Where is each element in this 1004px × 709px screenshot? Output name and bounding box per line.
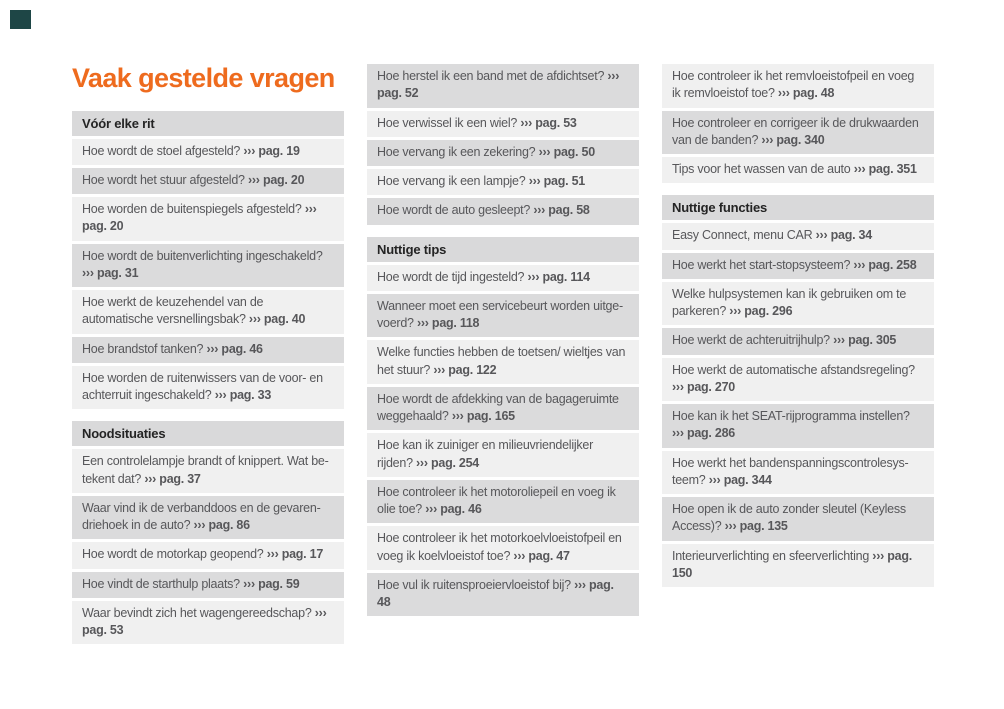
faq-page-ref[interactable]: ››› pag. 296 bbox=[729, 304, 793, 318]
faq-question: Hoe brandstof tanken? bbox=[82, 341, 204, 356]
faq-question: Hoe wordt de auto gesleept? bbox=[377, 203, 531, 218]
faq-question: Hoe vervang ik een zekering? bbox=[377, 144, 536, 159]
faq-question: Hoe werkt het bandenspanningscontrolesysteem? bbox=[672, 455, 909, 487]
faq-item[interactable] bbox=[662, 358, 934, 402]
faq-item[interactable] bbox=[367, 480, 639, 524]
faq-question: Hoe wordt het stuur afgesteld? bbox=[82, 172, 245, 187]
faq-page-ref[interactable]: ››› pag. 286 bbox=[672, 426, 735, 441]
faq-question: Welke hulpsystemen kan ik gebruiken om te parkeren? bbox=[672, 286, 907, 318]
faq-question: Wanneer moet een servicebeurt worden uitgevoerd? bbox=[377, 298, 624, 330]
faq-page-ref[interactable]: ››› pag. 48 bbox=[377, 577, 614, 609]
faq-question: Waar vind ik de verbanddoos en de gevarendriehoek in de auto? bbox=[82, 500, 321, 533]
faq-item[interactable] bbox=[72, 572, 344, 598]
section-header-label: Nuttige functies bbox=[672, 200, 768, 216]
faq-page-ref[interactable]: ››› pag. 19 bbox=[243, 143, 300, 158]
faq-question: Hoe wordt de motorkap geopend? bbox=[82, 547, 264, 562]
faq-page-ref[interactable]: ››› pag. 118 bbox=[416, 316, 480, 330]
faq-question: Hoe werkt het start-stopsysteem? bbox=[672, 257, 851, 272]
faq-item[interactable] bbox=[367, 140, 639, 166]
faq-column-1 bbox=[72, 64, 344, 647]
faq-page-ref[interactable]: ››› pag. 34 bbox=[815, 228, 872, 243]
faq-page-ref[interactable]: ››› pag. 46 bbox=[425, 502, 482, 516]
faq-question: Hoe wordt de tijd ingesteld? bbox=[377, 269, 525, 284]
section-header bbox=[662, 195, 934, 220]
faq-item[interactable] bbox=[662, 282, 934, 326]
faq-page-ref[interactable]: ››› pag. 270 bbox=[672, 379, 735, 394]
faq-question: Hoe wordt de buitenverlichting ingeschakeld? bbox=[82, 248, 323, 263]
faq-page-ref[interactable]: ››› pag. 86 bbox=[193, 518, 250, 533]
faq-item[interactable] bbox=[662, 497, 934, 541]
faq-page-ref[interactable]: ››› pag. 59 bbox=[243, 576, 300, 591]
faq-question: Hoe kan ik het SEAT-rijprogramma instellen? bbox=[672, 409, 910, 423]
faq-page-ref[interactable]: ››› pag. 135 bbox=[724, 519, 788, 534]
faq-page-ref[interactable]: ››› pag. 53 bbox=[520, 115, 577, 130]
faq-item[interactable] bbox=[72, 244, 344, 288]
faq-item[interactable] bbox=[72, 168, 344, 194]
faq-page-ref[interactable]: ››› pag. 33 bbox=[214, 388, 272, 403]
faq-page-ref[interactable]: ››› pag. 53 bbox=[82, 605, 327, 638]
faq-page-ref[interactable]: ››› pag. 114 bbox=[527, 269, 590, 284]
faq-page-ref[interactable]: ››› pag. 254 bbox=[416, 455, 480, 470]
faq-page-ref[interactable]: ››› pag. 46 bbox=[206, 341, 263, 356]
faq-page-ref[interactable]: ››› pag. 50 bbox=[538, 144, 595, 159]
faq-item[interactable] bbox=[367, 526, 639, 570]
faq-question: Hoe controleer en corrigeer ik de drukwaarden van de banden? bbox=[672, 115, 919, 147]
faq-question: Hoe controleer ik het motorkoelvloeistofpeil en voeg ik koelvloeistof toe? bbox=[377, 531, 622, 563]
faq-item[interactable] bbox=[367, 198, 639, 224]
faq-item[interactable] bbox=[367, 387, 639, 431]
faq-item[interactable] bbox=[72, 542, 344, 568]
faq-item[interactable] bbox=[72, 601, 344, 645]
faq-item[interactable] bbox=[367, 433, 639, 477]
faq-page-ref[interactable]: ››› pag. 20 bbox=[247, 172, 305, 187]
faq-page-ref[interactable]: ››› pag. 31 bbox=[82, 265, 139, 280]
faq-question: Hoe kan ik zuiniger en milieuvriendelijker rijden? bbox=[377, 438, 593, 470]
faq-page-ref[interactable]: ››› pag. 150 bbox=[672, 548, 912, 580]
section-header bbox=[367, 237, 639, 262]
faq-question: Hoe controleer ik het remvloeistofpeil en voeg ik remvloeistof toe? bbox=[672, 69, 915, 101]
faq-page-ref[interactable]: ››› pag. 351 bbox=[853, 162, 917, 176]
faq-question: Hoe vervang ik een lampje? bbox=[377, 174, 526, 188]
section-header-label: Nuttige tips bbox=[377, 241, 447, 257]
faq-page-ref[interactable]: ››› pag. 17 bbox=[266, 547, 324, 562]
faq-page-ref[interactable]: ››› pag. 305 bbox=[833, 333, 897, 348]
faq-question: Hoe werkt de achteruitrijhulp? bbox=[672, 333, 830, 348]
faq-item[interactable] bbox=[367, 573, 639, 617]
faq-question: Hoe herstel ik een band met de afdichtset? bbox=[377, 69, 605, 83]
faq-question: Hoe werkt de automatische afstandsregeling? bbox=[672, 362, 915, 377]
faq-item[interactable] bbox=[367, 294, 639, 338]
faq-page-ref[interactable]: ››› pag. 258 bbox=[853, 257, 917, 272]
faq-page-ref[interactable]: ››› pag. 47 bbox=[513, 548, 570, 563]
faq-item[interactable] bbox=[662, 253, 934, 279]
section-header bbox=[72, 421, 344, 446]
faq-question: Hoe worden de buitenspiegels afgesteld? bbox=[82, 202, 302, 217]
faq-question: Hoe vindt de starthulp plaats? bbox=[82, 576, 240, 591]
faq-page-ref[interactable]: ››› pag. 37 bbox=[144, 471, 201, 486]
faq-item[interactable] bbox=[367, 64, 639, 108]
faq-item[interactable] bbox=[72, 139, 344, 165]
faq-item[interactable] bbox=[662, 157, 934, 183]
faq-question: Een controlelampje brandt of knippert. Wat betekent dat? bbox=[82, 454, 329, 486]
faq-item[interactable] bbox=[72, 496, 344, 540]
faq-item[interactable] bbox=[662, 223, 934, 249]
faq-item[interactable] bbox=[72, 337, 344, 363]
faq-item[interactable] bbox=[662, 451, 934, 495]
faq-page-ref[interactable]: ››› pag. 340 bbox=[761, 132, 825, 147]
faq-page-ref[interactable]: ››› pag. 40 bbox=[248, 312, 306, 327]
faq-question: Welke functies hebben de toetsen/ wieltjes van het stuur? bbox=[377, 345, 626, 377]
faq-page-ref[interactable]: ››› pag. 58 bbox=[533, 203, 590, 218]
faq-item[interactable] bbox=[662, 544, 934, 588]
faq-column-2 bbox=[367, 64, 639, 647]
section-header-label: Vóór elke rit bbox=[82, 115, 155, 131]
faq-page-ref[interactable]: ››› pag. 344 bbox=[708, 472, 772, 487]
section-header-label: Noodsituaties bbox=[82, 426, 166, 442]
faq-question: Hoe vul ik ruitensproeiervloeistof bij? bbox=[377, 577, 571, 592]
faq-column-3 bbox=[662, 64, 934, 647]
faq-item[interactable] bbox=[72, 197, 344, 241]
faq-page-ref[interactable]: ››› pag. 52 bbox=[377, 69, 620, 101]
faq-page-ref[interactable]: ››› pag. 51 bbox=[528, 174, 585, 188]
corner-mark bbox=[10, 10, 31, 29]
faq-page bbox=[72, 64, 934, 647]
faq-item[interactable] bbox=[662, 64, 934, 108]
faq-item[interactable] bbox=[72, 290, 344, 334]
faq-item[interactable] bbox=[72, 449, 344, 493]
faq-question: Hoe open ik de auto zonder sleutel (Keyless Access)? bbox=[672, 502, 906, 534]
faq-question: Waar bevindt zich het wagengereedschap? bbox=[82, 605, 312, 620]
faq-question: Interieurverlichting en sfeerverlichting bbox=[672, 548, 870, 563]
faq-item[interactable] bbox=[367, 111, 639, 137]
faq-question: Hoe verwissel ik een wiel? bbox=[377, 115, 518, 130]
faq-question: Hoe werkt de keuzehendel van de automatische versnellingsbak? bbox=[82, 295, 264, 327]
faq-question: Hoe wordt de stoel afgesteld? bbox=[82, 143, 241, 158]
faq-item[interactable] bbox=[662, 328, 934, 354]
faq-question: Hoe controleer ik het motoroliepeil en voeg ik olie toe? bbox=[377, 484, 616, 516]
faq-page-ref[interactable]: ››› pag. 165 bbox=[451, 409, 515, 423]
faq-item[interactable] bbox=[662, 111, 934, 155]
section-header bbox=[72, 111, 344, 136]
faq-question: Easy Connect, menu CAR bbox=[672, 228, 813, 243]
faq-item[interactable] bbox=[367, 265, 639, 291]
faq-item[interactable] bbox=[367, 340, 639, 384]
page-title: Vaak gestelde vragen bbox=[72, 63, 335, 93]
faq-page-ref[interactable]: ››› pag. 122 bbox=[433, 362, 497, 377]
faq-question: Tips voor het wassen van de auto bbox=[672, 162, 851, 176]
faq-item[interactable] bbox=[367, 169, 639, 195]
faq-item[interactable] bbox=[72, 366, 344, 410]
faq-question: Hoe worden de ruitenwissers van de voor- en achterruit ingeschakeld? bbox=[82, 370, 323, 403]
faq-question: Hoe wordt de afdekking van de bagageruimte weggehaald? bbox=[377, 391, 619, 423]
faq-item[interactable] bbox=[662, 404, 934, 448]
faq-page-ref[interactable]: ››› pag. 48 bbox=[777, 86, 835, 101]
faq-page-ref[interactable]: ››› pag. 20 bbox=[82, 202, 317, 234]
